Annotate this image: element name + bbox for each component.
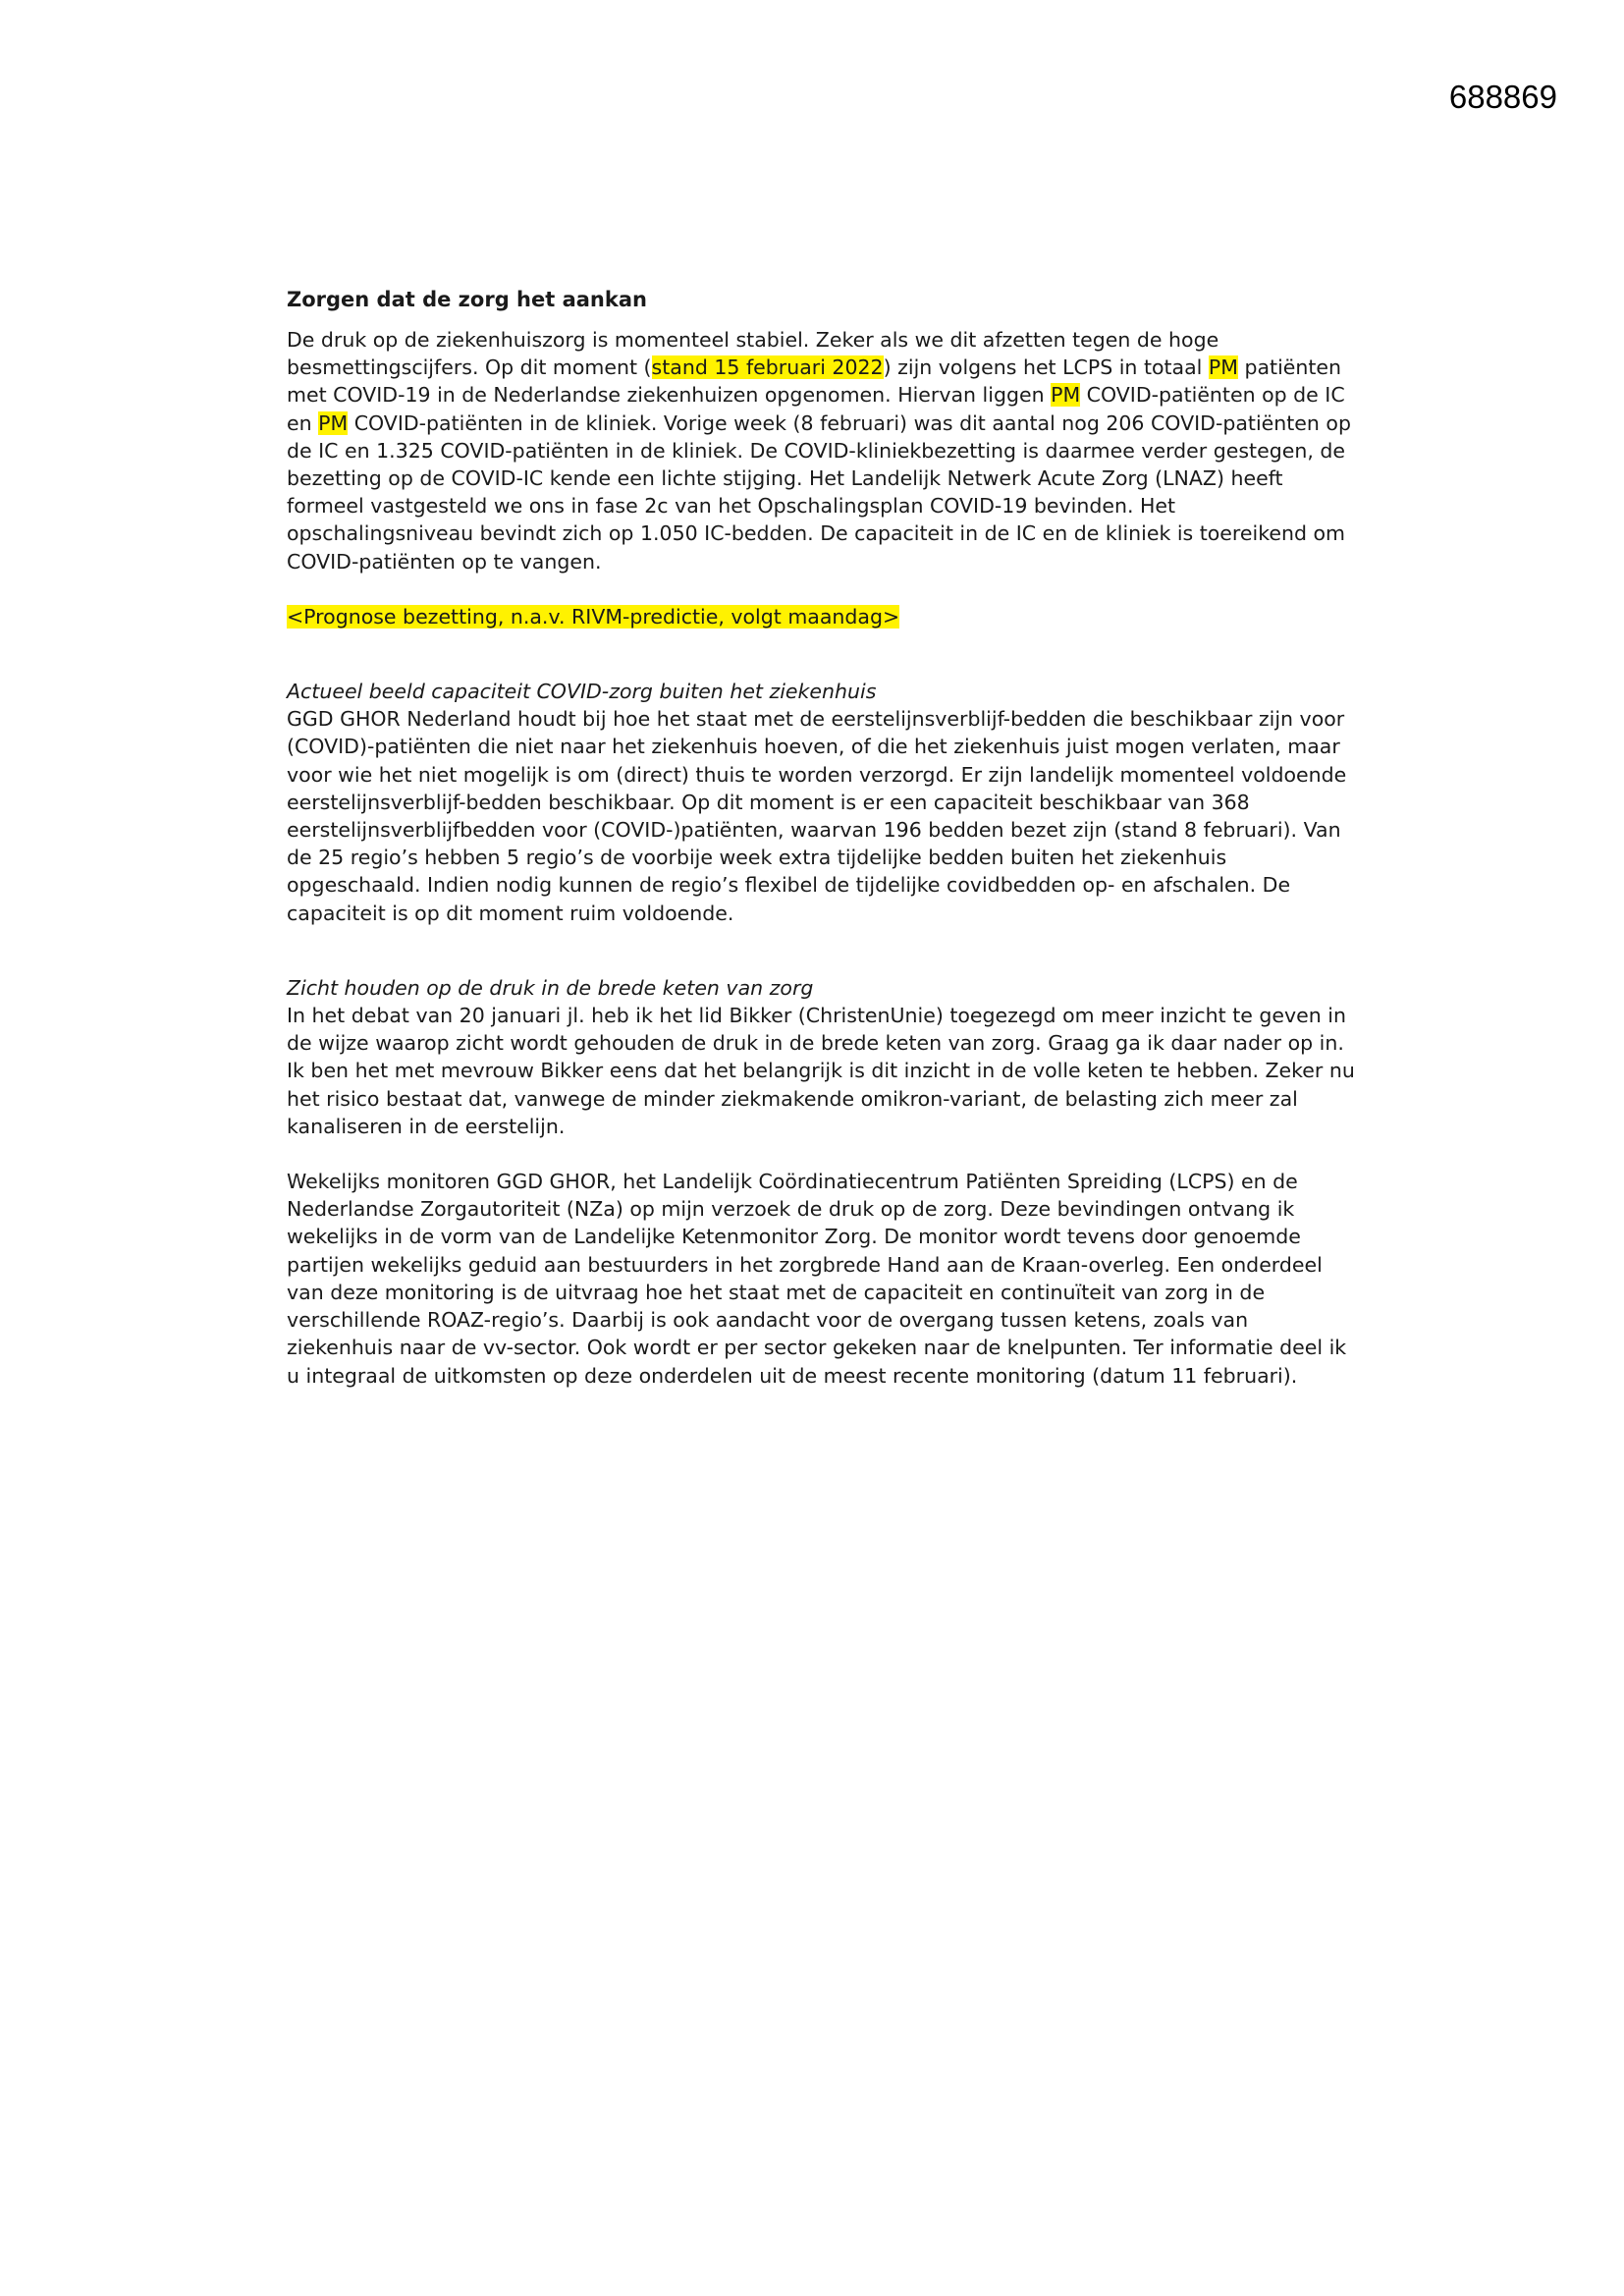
highlight-pm-ic: PM	[1051, 383, 1081, 408]
highlight-pm-total: PM	[1208, 355, 1238, 380]
document-body	[287, 285, 1357, 1390]
page-title: Zorgen dat de zorg het aankan	[287, 288, 647, 311]
section-heading-chain: Zicht houden op de druk in de brede keten van zorg	[287, 975, 814, 1000]
p1-text-d: COVID-patiënten op de IC en	[287, 383, 1345, 435]
highlight-date: stand 15 februari 2022	[651, 355, 884, 380]
paragraph-capacity: GGD GHOR Nederland houdt bij hoe het staat met de eerstelijnsverblijf-bedden die beschikbaar zijn voor (COVID)-patiënten die niet naar het ziekenhuis hoeven, of die het ziekenhuis juist mogen verlaten, maar voor wie het niet mogelijk is om (direct) thuis te worden verzorgd. Er zijn landelijk momenteel voldoende eerstelijnsverblijf-bedden beschikbaar. Op dit moment is er een capaciteit beschikbaar van 368 eerstelijnsverblijfbedden voor (COVID-)patiënten, waarvan 196 bedden bezet zijn (stand 8 februari). Van de 25 regio’s hebben 5 regio’s de voorbije week extra tijdelijke bedden buiten het ziekenhuis opgeschaald. Indien nodig kunnen de regio’s flexibel de tijdelijke covidbedden op- en afschalen. De capaciteit is op dit moment ruim voldoende.	[287, 707, 1347, 925]
placeholder-paragraph	[287, 603, 1357, 630]
highlight-placeholder: <Prognose bezetting, n.a.v. RIVM-predictie, volgt maandag>	[287, 604, 900, 629]
document-number: 688869	[1448, 79, 1557, 115]
p1-text-b: ) zijn volgens het LCPS in totaal	[883, 355, 1209, 380]
p1-text-c: patiënten met COVID-19 in de Nederlandse ziekenhuizen opgenomen. Hiervan liggen	[287, 355, 1342, 408]
p1-text-a: De druk op de ziekenhuiszorg is momenteel stabiel. Zeker als we dit afzetten tegen de hoge besmettingscijfers. Op dit moment (	[287, 328, 1219, 380]
section-heading-capacity: Actueel beeld capaciteit COVID-zorg buiten het ziekenhuis	[287, 680, 877, 704]
paragraph-chain-1: In het debat van 20 januari jl. heb ik het lid Bikker (ChristenUnie) toegezegd om meer inzicht te geven in de wijze waarop zicht wordt gehouden de druk in de brede keten van zorg. Graag ga ik daar nader op in. Ik ben het met mevrouw Bikker eens dat het belangrijk is dit inzicht in de volle keten te hebben. Zeker nu het risico bestaat dat, vanwege de minder ziekmakende omikron-variant, de belasting zich meer zal kanaliseren in de eerstelijn.	[287, 1004, 1355, 1138]
paragraph-chain-2: Wekelijks monitoren GGD GHOR, het Landelijk Coördinatiecentrum Patiënten Spreiding (LCPS) en de Nederlandse Zorgautoriteit (NZa) op mijn verzoek de druk op de zorg. Deze bevindingen ontvang ik wekelijks in de vorm van de Landelijke Ketenmonitor Zorg. De monitor wordt tevens door genoemde partijen wekelijks geduid aan bestuurders in het zorgbrede Hand aan de Kraan-overleg. Een onderdeel van deze monitoring is de uitvraag hoe het staat met de capaciteit en continuïteit van zorg in de verschillende ROAZ-regio’s. Daarbij is ook aandacht voor de overgang tussen ketens, zoals van ziekenhuis naar de vv-sector. Ook wordt er per sector gekeken naar de knelpunten. Ter informatie deel ik u integraal de uitkomsten op deze onderdelen uit de meest recente monitoring (datum 11 februari).	[287, 1170, 1347, 1388]
spacer	[287, 955, 1357, 974]
paragraph-hospital-pressure	[287, 326, 1357, 575]
p1-text-e: COVID-patiënten in de kliniek. Vorige week (8 februari) was dit aantal nog 206 COVID-patiënten op de IC en 1.325 COVID-patiënten in de kliniek. De COVID-kliniekbezetting is daarmee verder gestegen, de bezetting op de COVID-IC kende een lichte stijging. Het Landelijk Netwerk Acute Zorg (LNAZ) heeft formeel vastgesteld we ons in fase 2c van het Opschalingsplan COVID-19 bevinden. Het opschalingsniveau bevindt zich op 1.050 IC-bedden. De capaciteit in de IC en de kliniek is toereikend om COVID-patiënten op te vangen.	[287, 410, 1351, 574]
highlight-pm-clinic: PM	[318, 410, 349, 435]
spacer	[287, 630, 1357, 678]
